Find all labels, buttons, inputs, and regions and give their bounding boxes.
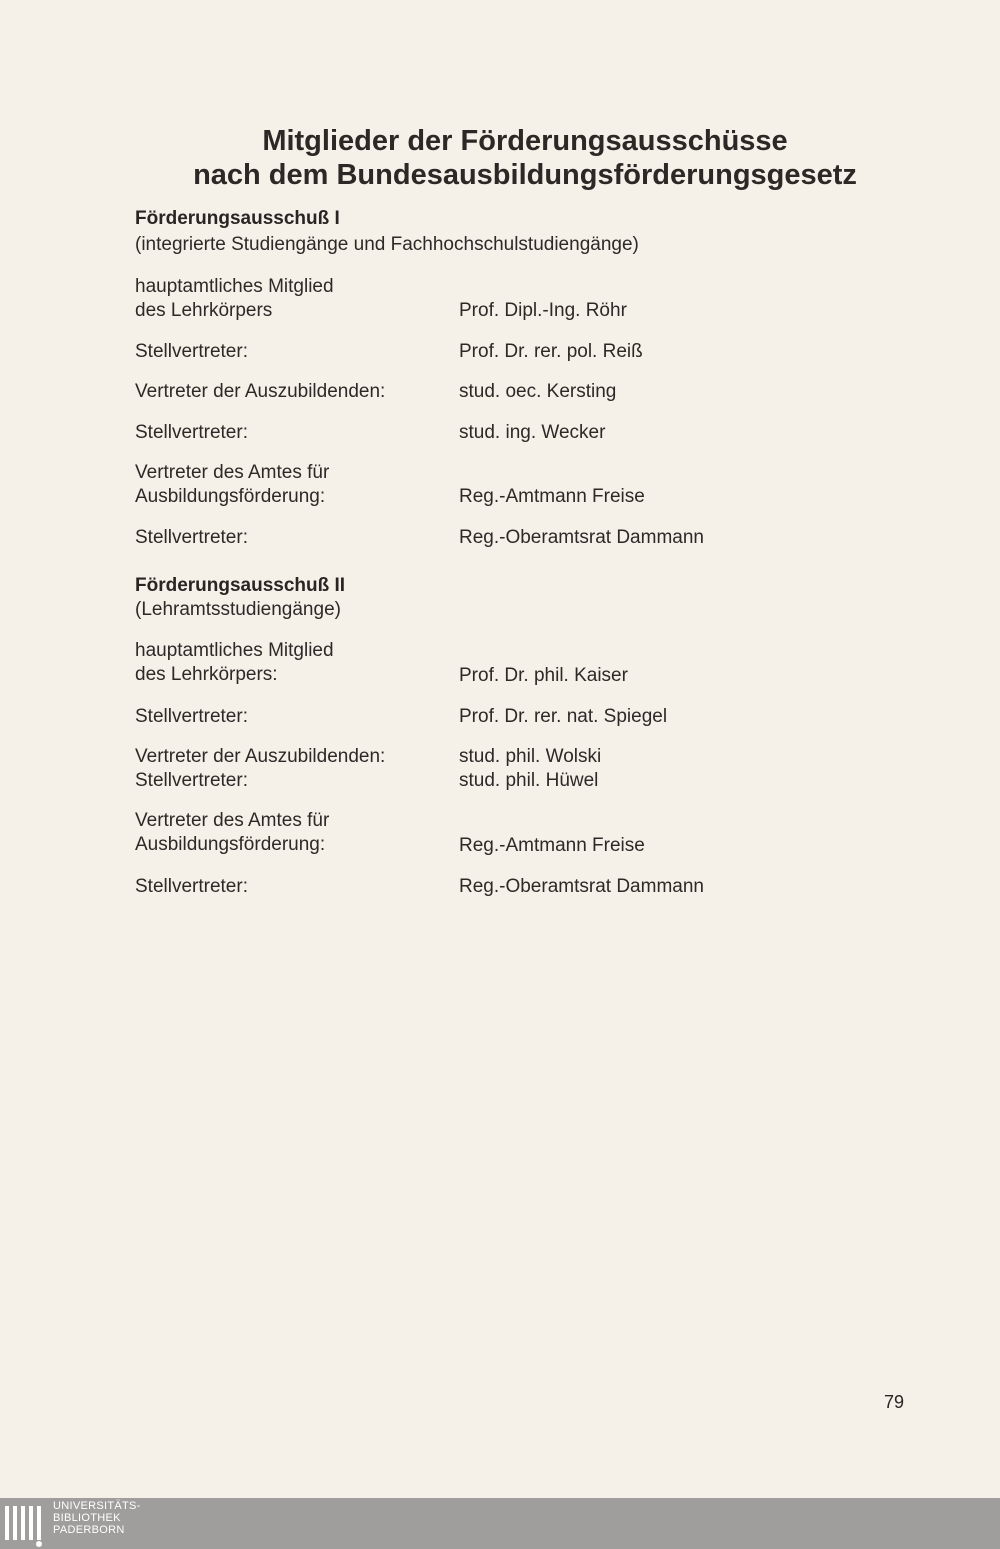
section1-heading: Förderungsausschuß I [135, 208, 340, 229]
section2-value: Reg.-Amtmann Freise [459, 835, 645, 856]
section1-label: Stellvertreter: [135, 341, 248, 362]
section2-label: Stellvertreter: [135, 770, 248, 791]
section1-value: Reg.-Oberamtsrat Dammann [459, 527, 704, 548]
section1-label-line: des Lehrkörpers [135, 300, 273, 321]
section1-label-line: Vertreter des Amtes für [135, 462, 330, 483]
library-logo-icon [3, 1502, 47, 1548]
section2-value: stud. phil. Hüwel [459, 770, 599, 791]
section1-label-line: Ausbildungsförderung: [135, 486, 326, 507]
section2-subtitle: (Lehramtsstudiengänge) [135, 599, 341, 620]
library-name-line1: UNIVERSITÄTS- [53, 1500, 141, 1512]
section1-value: Prof. Dr. rer. pol. Reiß [459, 341, 643, 362]
section1-label-line: hauptamtliches Mitglied [135, 276, 334, 297]
page-title-line1: Mitglieder der Förderungsausschüsse [262, 125, 788, 157]
section2-label-line: Ausbildungsförderung: [135, 834, 326, 855]
section2-label-line: des Lehrkörpers: [135, 664, 278, 685]
section1-subtitle: (integrierte Studiengänge und Fachhochschulstudiengänge) [135, 234, 639, 255]
library-name-line3: PADERBORN [53, 1524, 125, 1536]
library-footer-bar [0, 1498, 1000, 1549]
section1-value: stud. oec. Kersting [459, 381, 617, 402]
section2-label-line: Vertreter des Amtes für [135, 810, 330, 831]
section2-value: Reg.-Oberamtsrat Dammann [459, 876, 704, 897]
section2-label: Vertreter der Auszubildenden: [135, 746, 386, 767]
section2-label: Stellvertreter: [135, 706, 248, 727]
section2-value: Prof. Dr. phil. Kaiser [459, 665, 628, 686]
section2-label-line: hauptamtliches Mitglied [135, 640, 334, 661]
library-name-line2: BIBLIOTHEK [53, 1512, 121, 1524]
section1-label: Vertreter der Auszubildenden: [135, 381, 386, 402]
section1-value: stud. ing. Wecker [459, 422, 606, 443]
section2-heading: Förderungsausschuß II [135, 575, 346, 596]
section2-label: Stellvertreter: [135, 876, 248, 897]
section2-value: Prof. Dr. rer. nat. Spiegel [459, 706, 668, 727]
section1-label: Stellvertreter: [135, 422, 248, 443]
section1-value: Reg.-Amtmann Freise [459, 486, 645, 507]
section1-value: Prof. Dipl.-Ing. Röhr [459, 300, 627, 321]
library-name [53, 1500, 141, 1536]
section1-label: Stellvertreter: [135, 527, 248, 548]
page-title-line2: nach dem Bundesausbildungsförderungsgesetz [193, 159, 857, 191]
section2-value: stud. phil. Wolski [459, 746, 602, 767]
page-number: 79 [884, 1392, 905, 1412]
